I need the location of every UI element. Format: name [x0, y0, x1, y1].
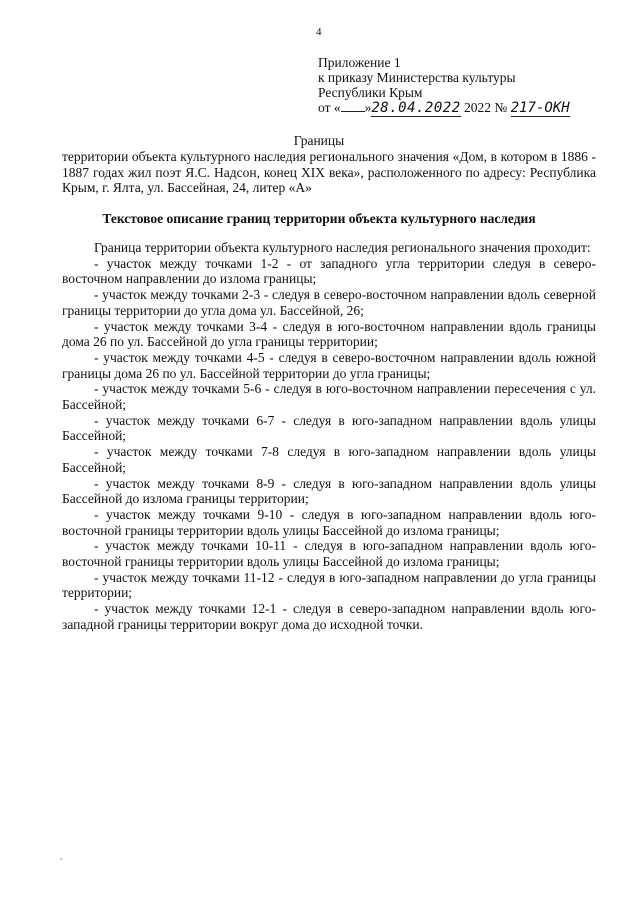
date-prefix: от « — [318, 100, 341, 115]
document-title: Границы — [293, 133, 345, 148]
paragraph-segment-1-2: - участок между точками 1-2 - от западного угла территории следуя в северо-восточном направлении до излома границы; — [62, 255, 596, 287]
paragraph-segment-4-5: - участок между точками 4-5 - следуя в северо-восточном направлении вдоль южной границы дома 26 по ул. Бассейной территории до угла границы; — [62, 349, 596, 381]
paragraph-segment-12-1: - участок между точками 12-1 - следуя в северо-западном направлении вдоль юго-западной границы территории вокруг дома до исходной точки. — [62, 601, 596, 632]
document-title-description: территории объекта культурного наследия регионального значения «Дом, в котором в 1886 - 1887 годах жил поэт Я.С. Надсон, конец XIX века», расположенного по адресу: Республика Крым, г. Ялта, ул. Бассейная, 24, литер «А» — [62, 149, 596, 195]
appendix-date-line — [318, 100, 570, 117]
paragraph-segment-6-7: - участок между точками 6-7 - следуя в юго-западном направлении вдоль улицы Бассейной; — [62, 412, 596, 444]
appendix-header — [318, 55, 570, 117]
paragraph-segment-8-9: - участок между точками 8-9 - следуя в юго-западном направлении вдоль улицы Бассейной до излома границы территории; — [62, 475, 596, 507]
handwritten-order-number: 217-ОКН — [510, 100, 570, 116]
paragraph-segment-5-6: - участок между точками 5-6 - следуя в юго-восточном направлении пересечения с ул. Бассейной; — [62, 381, 596, 413]
date-mid: » — [364, 100, 372, 115]
paragraph-intro: Граница территории объекта культурного наследия регионального значения проходит: — [94, 240, 591, 255]
paragraph-segment-11-12: - участок между точками 11-12 - следуя в юго-западном направлении до угла границы территории; — [62, 569, 596, 601]
scan-artifact — [60, 858, 62, 860]
handwritten-date: 28.04.2022 — [371, 100, 461, 116]
boundary-description — [62, 240, 596, 633]
date-blank — [341, 100, 365, 112]
appendix-order-reference: к приказу Министерства культуры — [318, 70, 516, 85]
year-suffix: 2022 № — [464, 100, 508, 115]
section-heading: Текстовое описание границ территории объекта культурного наследия — [102, 211, 536, 226]
page-number: 4 — [316, 26, 322, 38]
appendix-title: Приложение 1 — [318, 55, 401, 70]
paragraph-segment-7-8: - участок между точками 7-8 следуя в юго-западном направлении вдоль улицы Бассейной; — [62, 444, 596, 475]
paragraph-segment-10-11: - участок между точками 10-11 - следуя в юго-западном направлении вдоль юго-восточной границы территории вдоль улицы Бассейной до излома границы; — [62, 538, 596, 570]
paragraph-segment-3-4: - участок между точками 3-4 - следуя в юго-восточном направлении вдоль границы дома 26 по ул. Бассейной до угла границы территории; — [62, 318, 596, 350]
paragraph-segment-2-3: - участок между точками 2-3 - следуя в северо-восточном направлении вдоль северной границы территории до угла дома ул. Бассейной, 26; — [62, 287, 596, 318]
paragraph-segment-9-10: - участок между точками 9-10 - следуя в юго-западном направлении вдоль юго-восточной границы территории вдоль улицы Бассейной до излома границы; — [62, 506, 596, 538]
appendix-republic: Республики Крым — [318, 85, 423, 100]
